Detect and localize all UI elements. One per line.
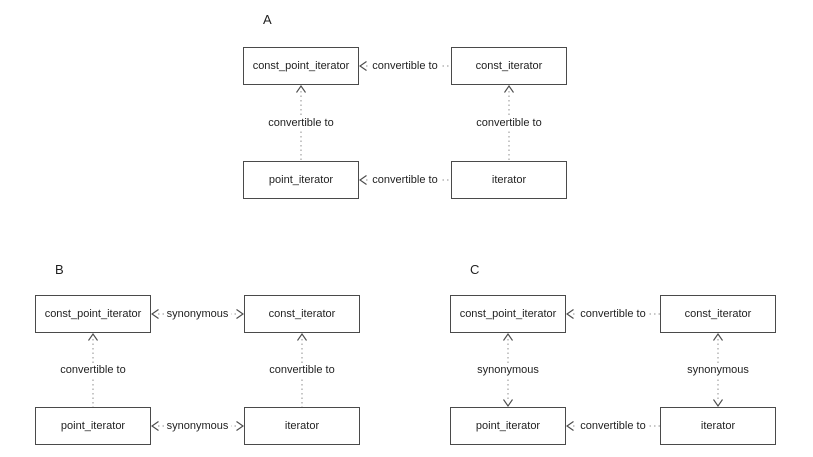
edge-label: synonymous bbox=[164, 420, 232, 433]
edge-label: convertible to bbox=[577, 308, 648, 321]
edge-label: convertible to bbox=[265, 117, 336, 130]
edge-label: convertible to bbox=[266, 364, 337, 377]
b-node-point-iterator: point_iterator bbox=[35, 407, 151, 445]
b-node-const-iterator: const_iterator bbox=[244, 295, 360, 333]
c-node-const-iterator: const_iterator bbox=[660, 295, 776, 333]
edge-label: convertible to bbox=[473, 117, 544, 130]
a-node-const-iterator: const_iterator bbox=[451, 47, 567, 85]
b-edge-left-vertical bbox=[60, 333, 126, 407]
edge-label: convertible to bbox=[369, 60, 440, 73]
edge-label: convertible to bbox=[57, 364, 128, 377]
diagram-b-title: B bbox=[55, 262, 64, 277]
edge-label: synonymous bbox=[474, 364, 542, 377]
edge-label: synonymous bbox=[684, 364, 752, 377]
b-node-const-point-iterator: const_point_iterator bbox=[35, 295, 151, 333]
a-node-iterator: iterator bbox=[451, 161, 567, 199]
c-edge-right-vertical bbox=[687, 333, 749, 407]
edge-label: convertible to bbox=[577, 420, 648, 433]
c-edge-top-horizontal bbox=[566, 306, 660, 322]
edge-label: convertible to bbox=[369, 174, 440, 187]
a-edge-left-vertical bbox=[268, 85, 334, 161]
a-node-point-iterator: point_iterator bbox=[243, 161, 359, 199]
c-node-const-point-iterator: const_point_iterator bbox=[450, 295, 566, 333]
b-edge-bottom-horizontal bbox=[151, 418, 244, 434]
a-edge-top-horizontal bbox=[359, 58, 451, 74]
edge-label: synonymous bbox=[164, 308, 232, 321]
c-edge-left-vertical bbox=[477, 333, 539, 407]
a-edge-right-vertical bbox=[476, 85, 542, 161]
a-edge-bottom-horizontal bbox=[359, 172, 451, 188]
a-node-const-point-iterator: const_point_iterator bbox=[243, 47, 359, 85]
c-node-point-iterator: point_iterator bbox=[450, 407, 566, 445]
c-edge-bottom-horizontal bbox=[566, 418, 660, 434]
diagram-c-title: C bbox=[470, 262, 480, 277]
b-edge-right-vertical bbox=[269, 333, 335, 407]
b-node-iterator: iterator bbox=[244, 407, 360, 445]
c-node-iterator: iterator bbox=[660, 407, 776, 445]
b-edge-top-horizontal bbox=[151, 306, 244, 322]
diagram-a-title: A bbox=[263, 12, 272, 27]
